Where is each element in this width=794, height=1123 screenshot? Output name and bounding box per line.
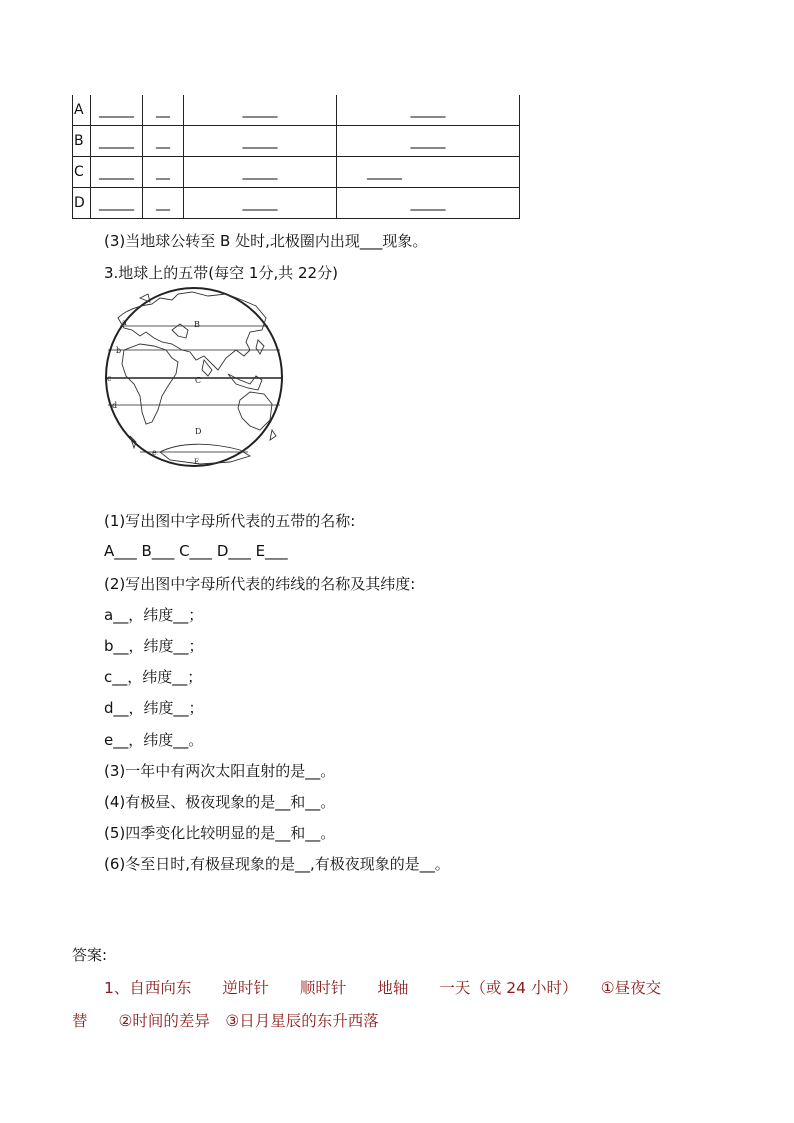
row-label: A bbox=[73, 95, 91, 126]
orbit-answer-table bbox=[72, 95, 520, 219]
zone-label-d: D bbox=[195, 427, 202, 436]
row-label: C bbox=[73, 157, 91, 188]
blank-cell: __ bbox=[143, 157, 184, 188]
table-row bbox=[73, 188, 520, 219]
answer-line-1: 1、自西向东 逆时针 顺时针 地轴 一天（或 24 小时） ①昼夜交 bbox=[104, 979, 662, 997]
question-2-item-e: e__，纬度__。 bbox=[104, 731, 204, 749]
question-2-item-a: a__，纬度__； bbox=[104, 606, 204, 624]
zone-label-e: E bbox=[194, 458, 200, 466]
blank-cell: __ bbox=[143, 95, 184, 126]
section-3-title: 3.地球上的五带(每空 1分,共 22分) bbox=[104, 264, 338, 282]
blank-cell: _____ bbox=[337, 188, 520, 219]
question-2: (2)写出图中字母所代表的纬线的名称及其纬度: bbox=[104, 575, 416, 593]
line-label-c: c bbox=[107, 374, 112, 383]
blank-cell: _____ bbox=[91, 95, 143, 126]
five-zones-globe-diagram bbox=[100, 284, 290, 470]
blank-cell: _____ bbox=[91, 157, 143, 188]
question-4: (4)有极昼、极夜现象的是__和__。 bbox=[104, 793, 336, 811]
blank-cell: _____ bbox=[91, 126, 143, 157]
blank-cell: _____ bbox=[184, 95, 337, 126]
question-1-blanks: A___ B___ C___ D___ E___ bbox=[104, 542, 288, 560]
line-label-e: e bbox=[152, 448, 157, 457]
question-2-item-b: b__，纬度__； bbox=[104, 637, 204, 655]
row-label: D bbox=[73, 188, 91, 219]
zone-label-b: B bbox=[194, 320, 200, 329]
row-label: B bbox=[73, 126, 91, 157]
blank-cell: _____ bbox=[337, 95, 520, 126]
question-1: (1)写出图中字母所代表的五带的名称: bbox=[104, 512, 356, 530]
table-row bbox=[73, 157, 520, 188]
table-row bbox=[73, 126, 520, 157]
answer-heading: 答案: bbox=[72, 946, 108, 964]
blank-cell: __ bbox=[143, 126, 184, 157]
question-3: (3)一年中有两次太阳直射的是__。 bbox=[104, 762, 336, 780]
blank-cell: _____ bbox=[184, 157, 337, 188]
zone-label-c: C bbox=[195, 376, 202, 385]
blank-cell: _____ bbox=[184, 126, 337, 157]
question-3-polar-phenomenon: (3)当地球公转至 B 处时,北极圈内出现___现象。 bbox=[104, 232, 428, 250]
question-2-item-d: d__，纬度__； bbox=[104, 699, 204, 717]
question-2-item-c: c__，纬度__； bbox=[104, 668, 203, 686]
blank-cell: _____ bbox=[91, 188, 143, 219]
blank-cell: __ bbox=[143, 188, 184, 219]
blank-cell: _____ bbox=[337, 126, 520, 157]
line-label-b: b bbox=[116, 346, 122, 355]
blank-cell: _____ bbox=[337, 157, 520, 188]
blank-cell: _____ bbox=[184, 188, 337, 219]
line-label-a: a bbox=[122, 318, 127, 327]
line-label-d: d bbox=[112, 401, 118, 410]
table-row bbox=[73, 95, 520, 126]
question-6: (6)冬至日时,有极昼现象的是__,有极夜现象的是__。 bbox=[104, 855, 450, 873]
answer-line-2: 替 ②时间的差异 ③日月星辰的东升西落 bbox=[72, 1012, 379, 1030]
question-5: (5)四季变化比较明显的是__和__。 bbox=[104, 824, 336, 842]
